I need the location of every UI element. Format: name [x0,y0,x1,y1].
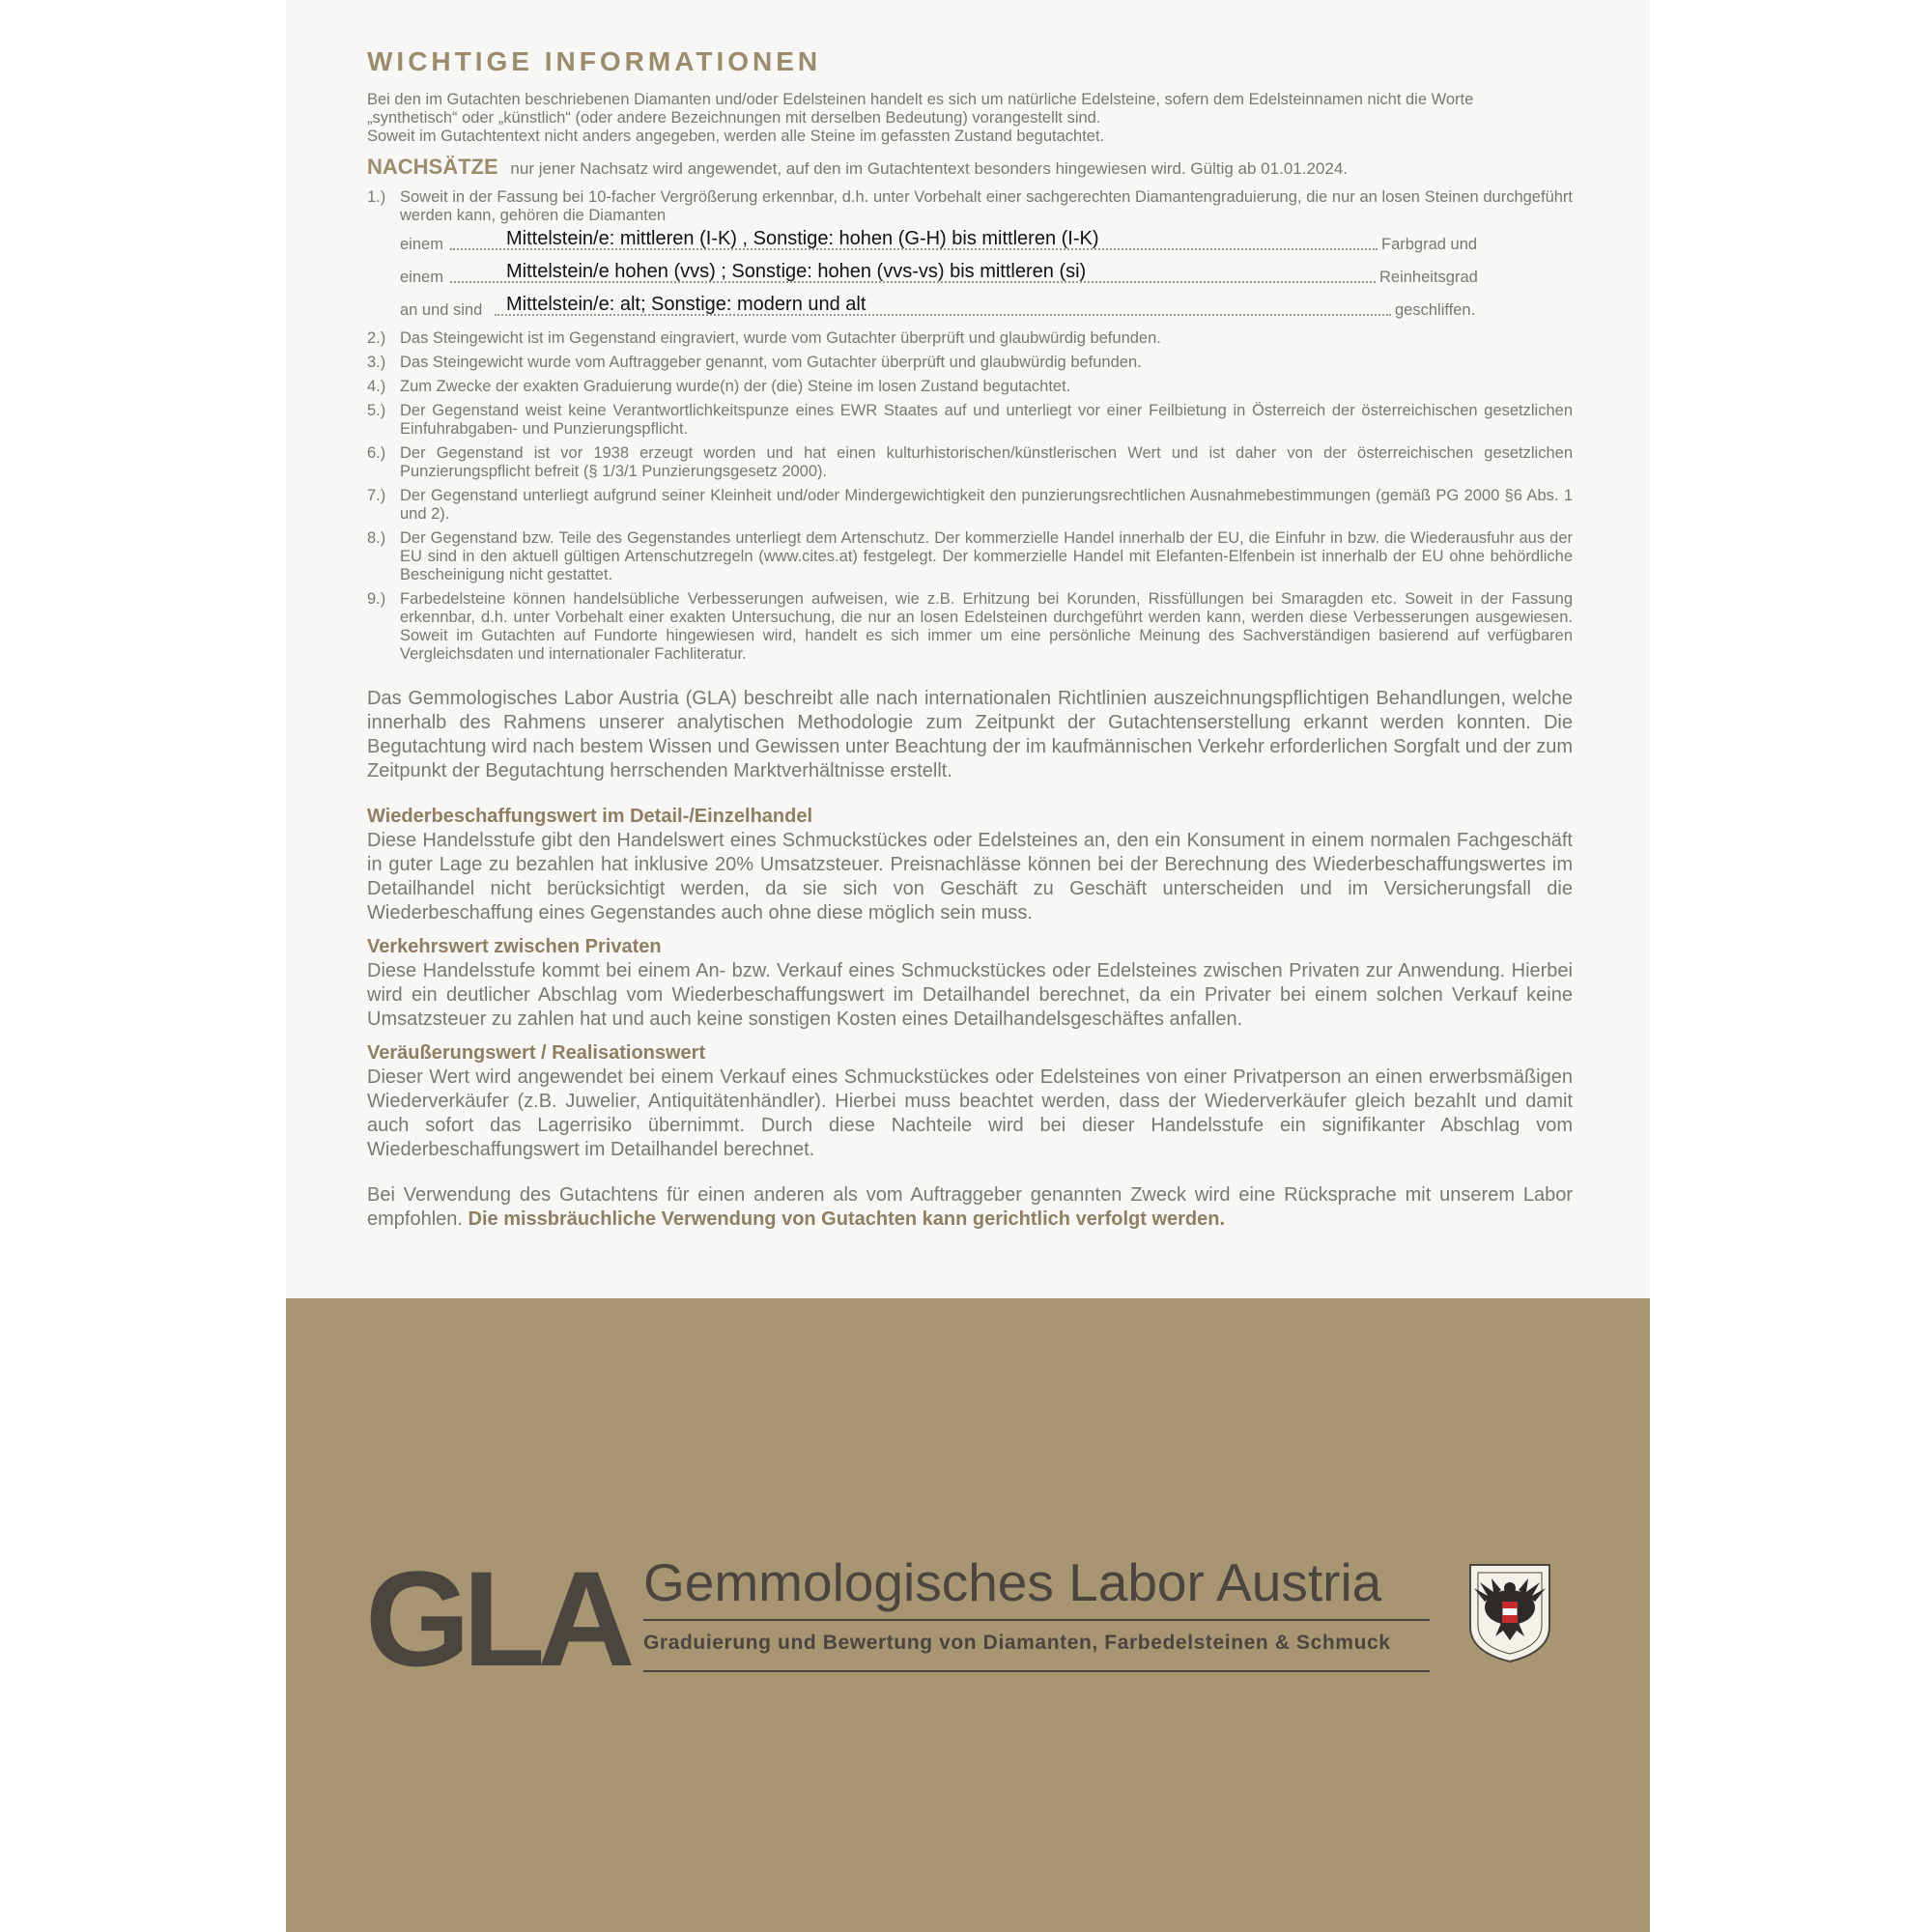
nachsaetze-label: NACHSÄTZE [367,155,498,179]
note-item [367,329,1573,348]
note-text: Das Steingewicht wurde vom Auftraggeber genannt, vom Gutachter überprüft und glaubwürdig befunden. [400,354,1142,371]
intro-text [367,91,1573,146]
fill-row-prefix: einem [400,236,443,253]
note-item [367,529,1573,584]
note-text: Das Steingewicht ist im Gegenstand eingraviert, wurde vom Gutachter überprüft und glaubwürdig befunden. [400,329,1161,347]
page-title: WICHTIGE INFORMATIONEN [367,46,822,76]
closing-paragraph [367,1183,1573,1232]
note-item [367,402,1573,439]
note-number: 3.) [367,354,386,371]
handwritten-cut: Mittelstein/e: alt; Sonstige: modern und alt [506,294,867,315]
divider [643,1619,1430,1621]
note-number: 9.) [367,590,386,608]
note-number: 7.) [367,487,386,504]
note-number: 2.) [367,329,386,347]
note-text: Soweit in der Fassung bei 10-facher Vergrößerung erkennbar, d.h. unter Vorbehalt einer sachgerechten Diamantengraduierung, die nur an losen Steinen durchgeführt werden kann, gehören die Diamanten [400,188,1573,224]
document-page [286,0,1650,1932]
fill-row-cut [400,291,1573,324]
handwritten-color-grade: Mittelstein/e: mittleren (I-K) , Sonstige: hohen (G-H) bis mittleren (I-K) [506,228,1099,249]
nachsaetze-heading [367,156,1573,181]
section-text: Dieser Wert wird angewendet bei einem Verkauf eines Schmuckstückes oder Edelsteines von einer Privatperson an einen erwerbsmäßigen Wiederverkäufer (z.B. Juwelier, Antiquitätenhändler). Hierbei muss beachtet werden, dass der Wiederverkäufer gleich bezahlt und damit auch sofort das Lagerrisiko übernimmt. Durch diese Nachteile wird bei dieser Handelsstufe ein signifikanter Abschlag vom Wiederbeschaffungswert im Detailhandel berechnet. [367,1066,1573,1160]
divider [643,1670,1430,1672]
fill-row-prefix: an und sind [400,301,483,319]
fill-row-prefix: einem [400,269,443,286]
fill-row-suffix: Farbgrad und [1381,236,1478,253]
note-text: Der Gegenstand unterliegt aufgrund seiner Kleinheit und/oder Mindergewichtigkeit den punzierungsrechtlichen Ausnahmebestimmungen (gemäß PG 2000 §6 Abs. 1 und 2). [400,487,1573,523]
closing-text: Bei Verwendung des Gutachtens für einen anderen als vom Auftraggeber genannten Zweck wird eine Rücksprache mit unserem Labor empfohlen. [367,1184,1573,1230]
intro-line: Bei den im Gutachten beschriebenen Diamanten und/oder Edelsteinen handelt es sich um natürliche Edelsteine, sofern dem Edelsteinnamen nicht die Worte [367,91,1474,108]
footer-band [286,1298,1650,1932]
note-text: Der Gegenstand weist keine Verantwortlichkeitspunze eines EWR Staates auf und unterliegt vor einer Feilbietung in Österreich der österreichischen gesetzlichen Einfuhrabgaben- und Punzierungspflicht. [400,402,1573,438]
intro-line: Soweit im Gutachtentext nicht anders angegeben, werden alle Steine im gefassten Zustand begutachtet. [367,128,1105,145]
content-area [367,46,1573,1232]
note-item [367,354,1573,372]
lab-name: Gemmologisches Labor Austria [643,1552,1382,1612]
note-item [367,487,1573,524]
lab-tagline: Graduierung und Bewertung von Diamanten, Farbedelsteinen & Schmuck [643,1632,1391,1654]
gla-logo: GLA [365,1543,628,1694]
note-text: Farbedelsteine können handelsübliche Verbesserungen aufweisen, wie z.B. Erhitzung bei Korunden, Rissfüllungen bei Smaragden etc. Soweit in der Fassung erkennbar, d.h. unter Vorbehalt einer exakten Untersuchung, die nur an losen Edelsteinen durchgeführt werden kann, werden diese Verbesserungen ausgewiesen. Soweit im Gutachten auf Fundorte hingewiesen wird, handelt es sich immer um eine persönliche Meinung des Sachverständigen basierend auf verfügbaren Vergleichsdaten und internationaler Fachliteratur. [400,590,1573,663]
fill-row-suffix: Reinheitsgrad [1379,269,1478,286]
note-text: Der Gegenstand ist vor 1938 erzeugt worden und hat einen kulturhistorischen/künstlerischen Wert und ist daher von der österreichischen gesetzlichen Punzierungspflicht befreit (§ 1/3/1 Punzierungsgesetz 2000). [400,444,1573,480]
note-text: Der Gegenstand bzw. Teile des Gegenstandes unterliegt dem Artenschutz. Der kommerzielle Handel innerhalb der EU, die Einfuhr in bzw. die Wiederausfuhr aus der EU sind in den aktuell gültigen Artenschutzregeln (www.cites.at) festgelegt. Der kommerzielle Handel mit Elefanten-Elfenbein ist innerhalb der EU ohne behördliche Bescheinigung nicht gestattet. [400,529,1573,583]
gla-paragraph: Das Gemmologisches Labor Austria (GLA) beschreibt alle nach internationalen Richtlinien auszeichnungspflichtigen Behandlungen, welche innerhalb des Rahmens unserer analytischen Methodologie zum Zeitpunkt der Gutachtenserstellung erkannt werden konnten. Die Begutachtung wird nach bestem Wissen und Gewissen unter Beachtung der im kaufmännischen Verkehr erforderlichen Sorgfalt und der zum Zeitpunkt der Begutachtung herrschenden Marktverhältnisse erstellt. [367,688,1573,781]
note-number: 5.) [367,402,386,419]
value-section [367,1041,1573,1162]
austrian-eagle-seal-icon [1463,1559,1557,1665]
fill-row-suffix: geschliffen. [1395,301,1476,319]
note-item [367,378,1573,396]
fill-row-clarity [400,258,1573,291]
nachsaetze-text: nur jener Nachsatz wird angewendet, auf den im Gutachtentext besonders hingewiesen wird. Gültig ab 01.01.2024. [510,159,1348,178]
notes-list [367,188,1573,664]
note-number: 1.) [367,188,386,206]
note-number: 6.) [367,444,386,462]
note-text: Zum Zwecke der exakten Graduierung wurde(n) der (die) Steine im losen Zustand begutachtet. [400,378,1071,395]
closing-warning: Die missbräuchliche Verwendung von Gutachten kann gerichtlich verfolgt werden. [468,1208,1226,1230]
note-item [367,444,1573,481]
note-item [367,188,1573,324]
note-number: 8.) [367,529,386,547]
fill-row-color [400,225,1573,258]
handwritten-clarity-grade: Mittelstein/e hohen (vvs) ; Sonstige: hohen (vvs-vs) bis mittleren (si) [506,261,1087,282]
note-number: 4.) [367,378,386,395]
section-heading: Wiederbeschaffungswert im Detail-/Einzelhandel [367,806,813,827]
section-heading: Verkehrswert zwischen Privaten [367,936,662,957]
note-item [367,590,1573,664]
section-text: Diese Handelsstufe kommt bei einem An- bzw. Verkauf eines Schmuckstückes oder Edelsteines zwischen Privaten zur Anwendung. Hierbei wird ein deutlicher Abschlag vom Wiederbeschaffungswert im Detailhandel berechnet, da ein Privater bei einem solchen Verkauf keine Umsatzsteuer zu zahlen hat und auch keine sonstigen Kosten eines Detailhandelsgeschäftes anfallen. [367,960,1573,1030]
value-section [367,805,1573,925]
section-text: Diese Handelsstufe gibt den Handelswert eines Schmuckstückes oder Edelsteines an, den ein Konsument in einem normalen Fachgeschäft in guter Lage zu bezahlen hat inklusive 20% Umsatzsteuer. Preisnachlässe können bei der Berechnung des Wiederbeschaffungswertes im Detailhandel nicht berücksichtigt werden, da sie sich von Geschäft zu Geschäft unterscheiden und im Versicherungsfall die Wiederbeschaffung eines Gegenstandes auch ohne diese möglich sein muss. [367,830,1573,923]
value-section [367,935,1573,1032]
section-heading: Veräußerungswert / Realisationswert [367,1042,706,1064]
intro-line: „synthetisch“ oder „künstlich“ (oder andere Bezeichnungen mit derselben Bedeutung) vorangestellt sind. [367,109,1101,127]
